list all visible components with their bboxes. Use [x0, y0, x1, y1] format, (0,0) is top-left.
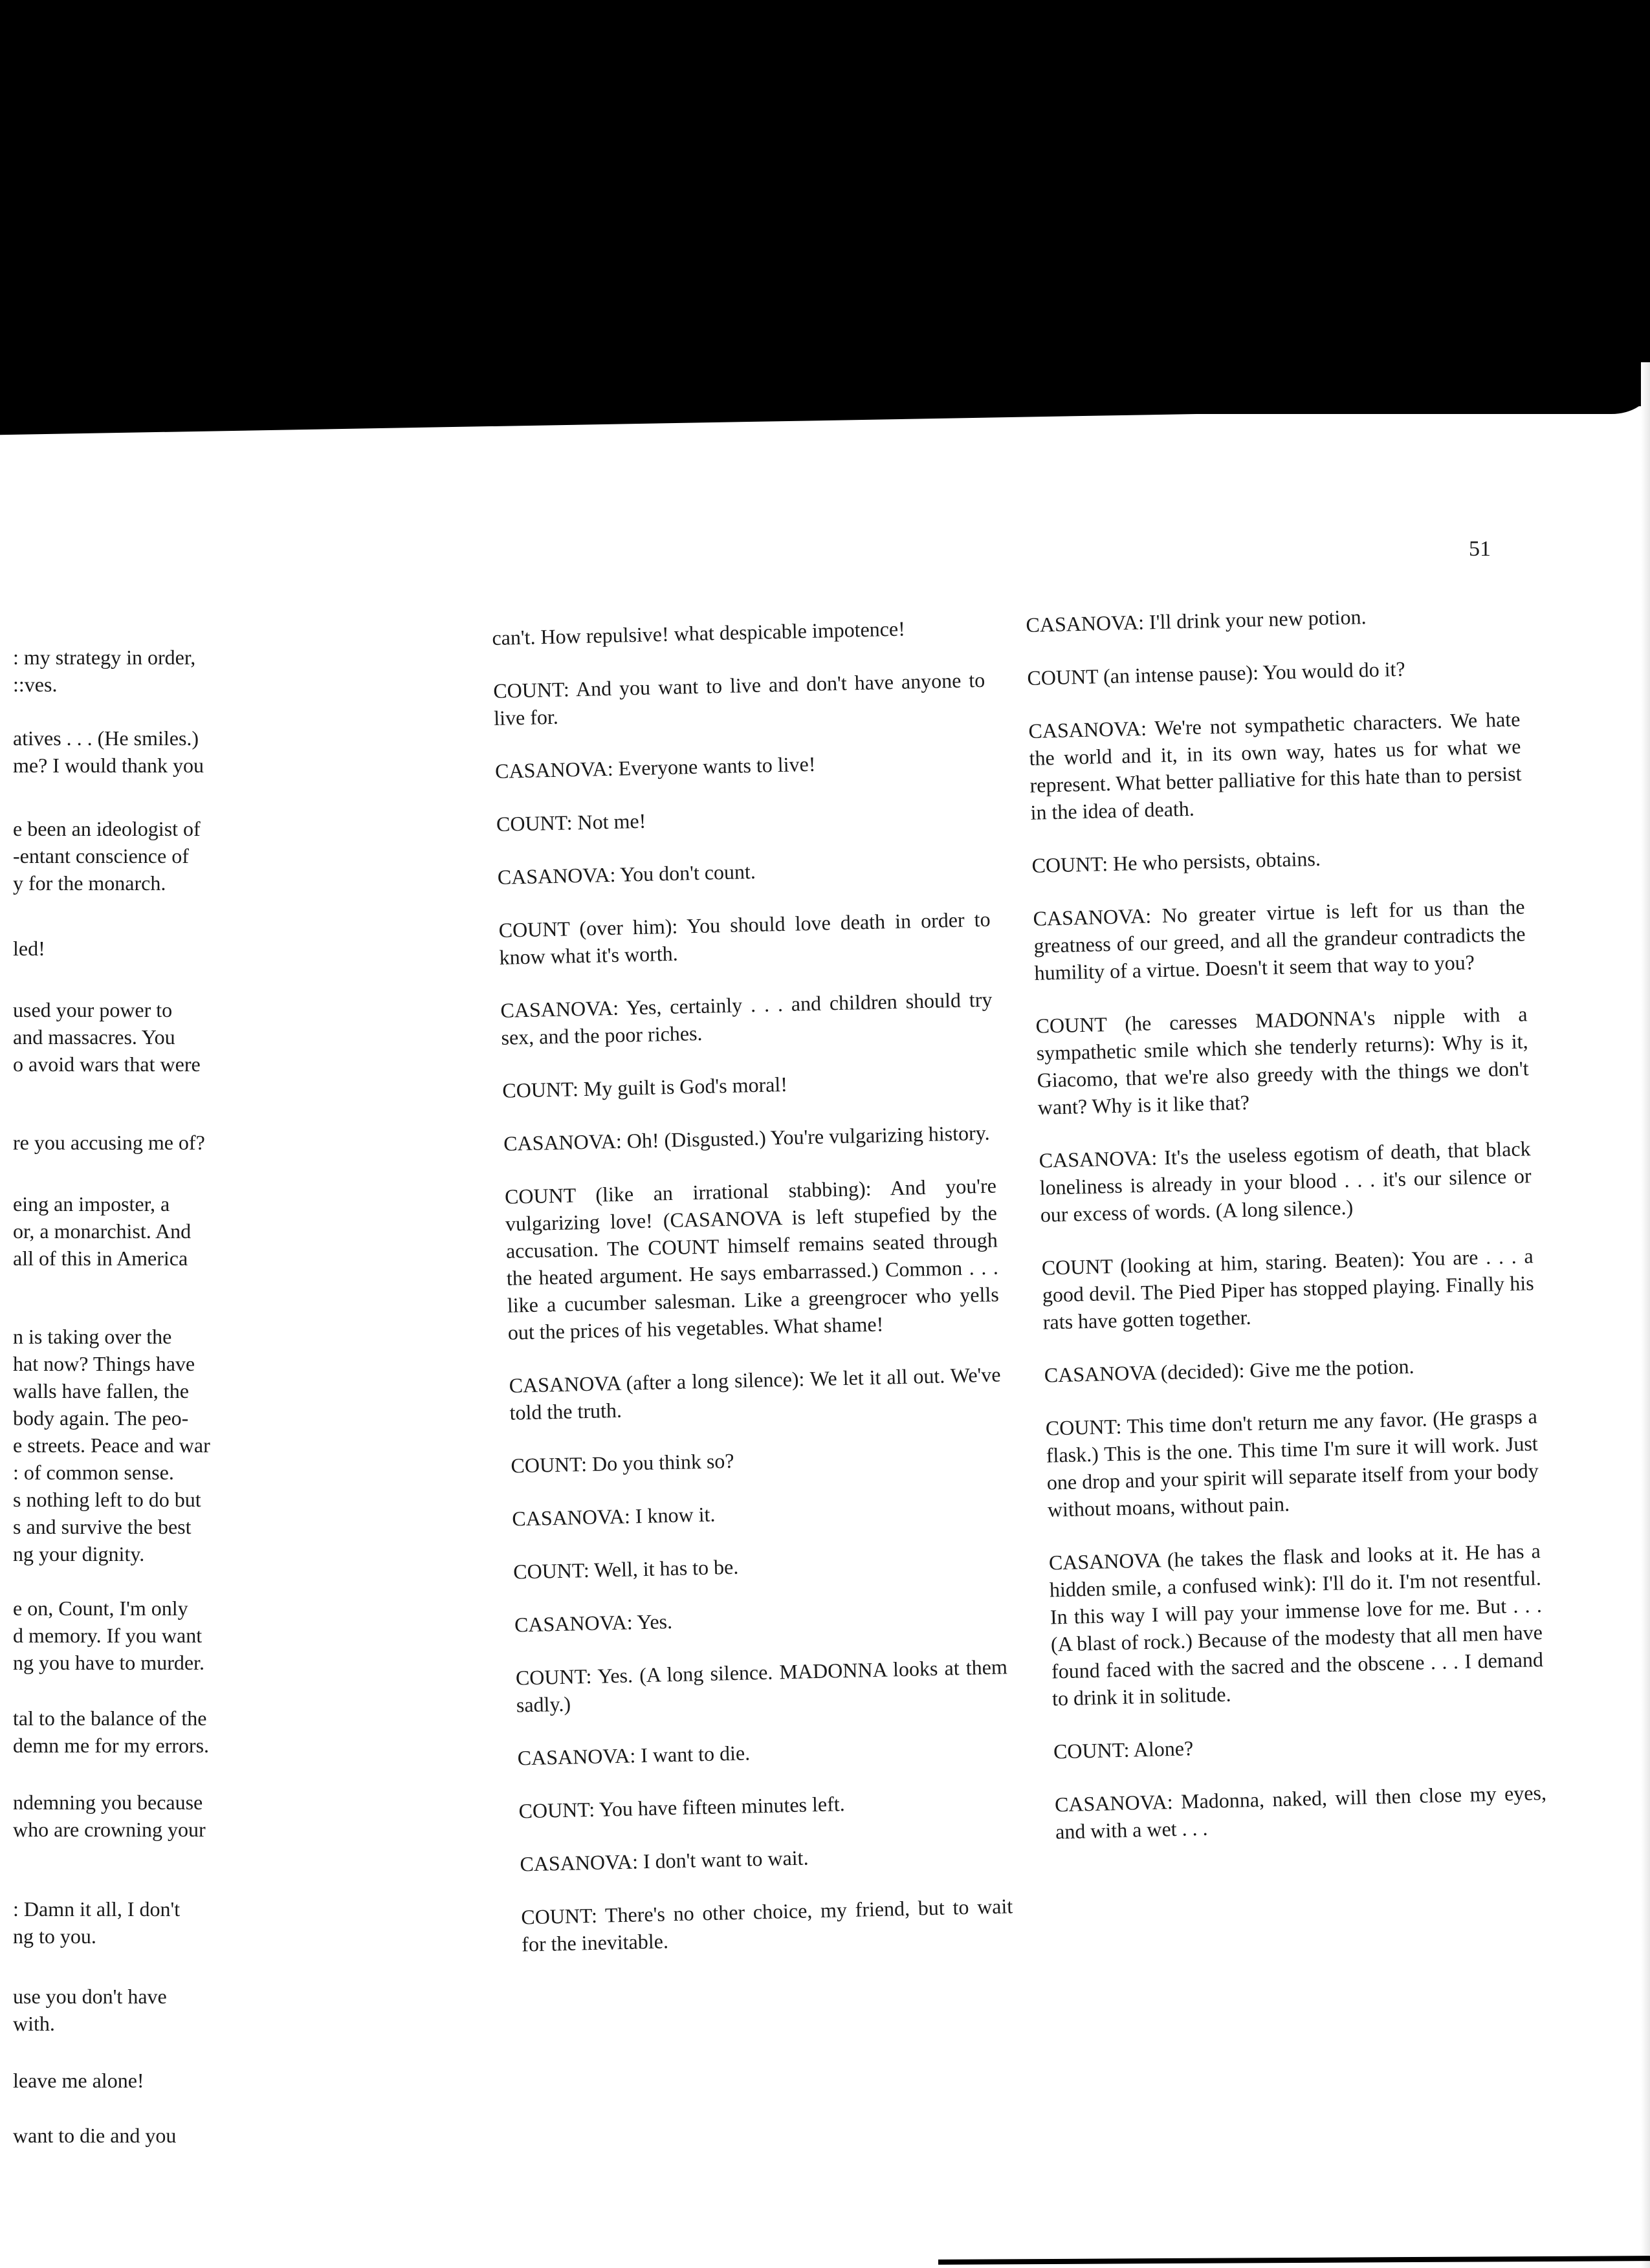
scan-right-edge: [1641, 362, 1650, 2268]
left-line: : of common sense.: [13, 1461, 174, 1484]
dialogue-paragraph: COUNT: Do you think so?: [511, 1448, 734, 1477]
page-number: 51: [1469, 537, 1491, 561]
left-line: e streets. Peace and war: [13, 1434, 210, 1457]
left-line: y for the monarch.: [13, 871, 166, 895]
dialogue-paragraph: COUNT: This time don't return me any favor. (He grasps a flask.) This is the one. This time I'm sure it will work. Just one drop and your spirit will separate itself from your body without moans, without pain.: [1045, 1404, 1539, 1521]
left-line: o avoid wars that were: [13, 1052, 201, 1076]
left-line: and massacres. You: [13, 1025, 175, 1049]
dialogue-paragraph: CASANOVA: Madonna, naked, will then close my eyes, and with a wet . . .: [1054, 1780, 1547, 1844]
dialogue-paragraph: COUNT (over him): You should love death in order to know what it's worth.: [498, 907, 991, 969]
dialogue-paragraph: CASANOVA: I don't want to wait.: [520, 1846, 809, 1876]
left-line: walls have fallen, the: [13, 1379, 189, 1402]
left-line: or, a monarchist. And: [13, 1219, 192, 1243]
right-column: [1026, 599, 1548, 1871]
left-line: leave me alone!: [13, 2069, 144, 2092]
scan-left-edge: [0, 0, 12, 414]
dialogue-paragraph: COUNT: Alone?: [1053, 1736, 1194, 1763]
dialogue-paragraph: CASANOVA (he takes the flask and looks at it. He has a hidden smile, a confused wink): I'll do it. I'm not resentful. In this way I will pay your immense love for me. But . . . (A blast of rock.) Because of the modesty that all men have found faced with the sacred and the obscene . . . I demand to drink it in solitude.: [1048, 1538, 1544, 1710]
dialogue-paragraph: COUNT: He who persists, obtains.: [1031, 846, 1321, 877]
dialogue-paragraph: CASANOVA (after a long silence): We let it all out. We've told the truth.: [509, 1362, 1001, 1424]
left-line: d memory. If you want: [13, 1624, 203, 1647]
left-line: use you don't have: [13, 1985, 167, 2008]
left-line: hat now? Things have: [13, 1352, 195, 1375]
left-line: s nothing left to do but: [13, 1488, 201, 1511]
dialogue-paragraph: CASANOVA: Yes, certainly . . . and children should try sex, and the poor riches.: [500, 987, 993, 1049]
left-line: e on, Count, I'm only: [13, 1597, 188, 1620]
left-line: all of this in America: [13, 1247, 188, 1270]
left-line: -entant conscience of: [13, 844, 189, 867]
left-line: : my strategy in order,: [13, 646, 196, 669]
dialogue-paragraph: CASANOVA: Yes.: [514, 1609, 673, 1637]
dialogue-paragraph: COUNT: Yes. (A long silence. MADONNA looks at them sadly.): [515, 1655, 1008, 1717]
scan-bottom-edge: [938, 2256, 1650, 2265]
dialogue-paragraph: COUNT: And you want to live and don't have anyone to live for.: [492, 668, 985, 730]
left-line: s and survive the best: [13, 1515, 192, 1538]
left-line: tal to the balance of the: [13, 1706, 207, 1730]
left-line: want to die and you: [13, 2124, 177, 2147]
left-line: ng you have to murder.: [13, 1651, 204, 1674]
left-line: atives . . . (He smiles.): [13, 726, 199, 750]
left-line: ::ves.: [13, 673, 58, 696]
dialogue-paragraph: COUNT: Well, it has to be.: [512, 1554, 739, 1584]
dialogue-paragraph: COUNT (he caresses MADONNA's nipple with a sympathetic smile which she tenderly returns): Why is it, Giacomo, that we're also greedy with the things we don't want? Why is it like that?: [1035, 1002, 1529, 1119]
dialogue-paragraph: CASANOVA: We're not sympathetic characters. We hate the world and it, in its own way, hates us for what we represent. What better palliative for this hate than to persist in the idea of death.: [1028, 707, 1522, 824]
dialogue-paragraph: CASANOVA: I'll drink your new potion.: [1026, 605, 1367, 637]
left-line: n is taking over the: [13, 1325, 172, 1348]
middle-column: [492, 613, 1014, 1984]
dialogue-paragraph: can't. How repulsive! what despicable impotence!: [492, 616, 906, 649]
dialogue-paragraph: COUNT: Not me!: [496, 809, 646, 836]
left-line: e been an ideologist of: [13, 817, 201, 840]
left-line: ng to you.: [13, 1925, 96, 1948]
left-line: who are crowning your: [13, 1818, 206, 1841]
left-line: me? I would thank you: [13, 754, 204, 777]
dialogue-paragraph: CASANOVA: I know it.: [511, 1502, 716, 1531]
left-line: ndemning you because: [13, 1791, 203, 1814]
dialogue-paragraph: COUNT (looking at him, staring. Beaten): You are . . . a good devil. The Pied Piper has stopped playing. Finally his rats have gotten together.: [1041, 1244, 1535, 1334]
dialogue-paragraph: COUNT (an intense pause): You would do it?: [1027, 657, 1406, 690]
dialogue-paragraph: CASANOVA: Everyone wants to live!: [494, 752, 816, 783]
dialogue-paragraph: CASANOVA: No greater virtue is left for us than the greatness of our greed, and all the grandeur contradicts the humility of a virtue. Doesn't it seem that way to you?: [1033, 895, 1526, 985]
dialogue-paragraph: CASANOVA: It's the useless egotism of death, that black loneliness is already in your blood . . . it's our silence or our excess of words. (A long silence.): [1039, 1137, 1532, 1227]
left-line: demn me for my errors.: [13, 1734, 210, 1757]
left-line: ng your dignity.: [13, 1542, 145, 1565]
left-line: led!: [13, 937, 45, 960]
left-line: eing an imposter, a: [13, 1192, 170, 1216]
scan-dark-overlay: [0, 0, 1650, 414]
dialogue-paragraph: COUNT: There's no other choice, my friend, but to wait for the inevitable.: [520, 1894, 1013, 1956]
dialogue-paragraph: COUNT (like an irrational stabbing): And you're vulgarizing love! (CASANOVA is left stupefied by the accusation. The COUNT himself remains seated through the heated argument. He says embarrassed.) Common . . . like a cucumber salesman. Like a greengrocer who yells out the prices of his vegetables. What shame!: [504, 1173, 1000, 1344]
left-line: : Damn it all, I don't: [13, 1897, 181, 1921]
dialogue-paragraph: CASANOVA: You don't count.: [497, 859, 756, 889]
dialogue-paragraph: CASANOVA (decided): Give me the potion.: [1044, 1354, 1414, 1387]
dialogue-paragraph: CASANOVA: I want to die.: [517, 1741, 751, 1770]
dialogue-paragraph: COUNT: You have fifteen minutes left.: [518, 1792, 846, 1823]
dialogue-paragraph: COUNT: My guilt is God's moral!: [501, 1072, 788, 1102]
left-line: body again. The peo-: [13, 1406, 189, 1430]
left-line: used your power to: [13, 998, 173, 1021]
left-line: with.: [13, 2012, 55, 2035]
left-line: re you accusing me of?: [13, 1131, 205, 1154]
left-column-cropped: [13, 644, 246, 2261]
dialogue-paragraph: CASANOVA: Oh! (Disgusted.) You're vulgarizing history.: [503, 1120, 990, 1155]
